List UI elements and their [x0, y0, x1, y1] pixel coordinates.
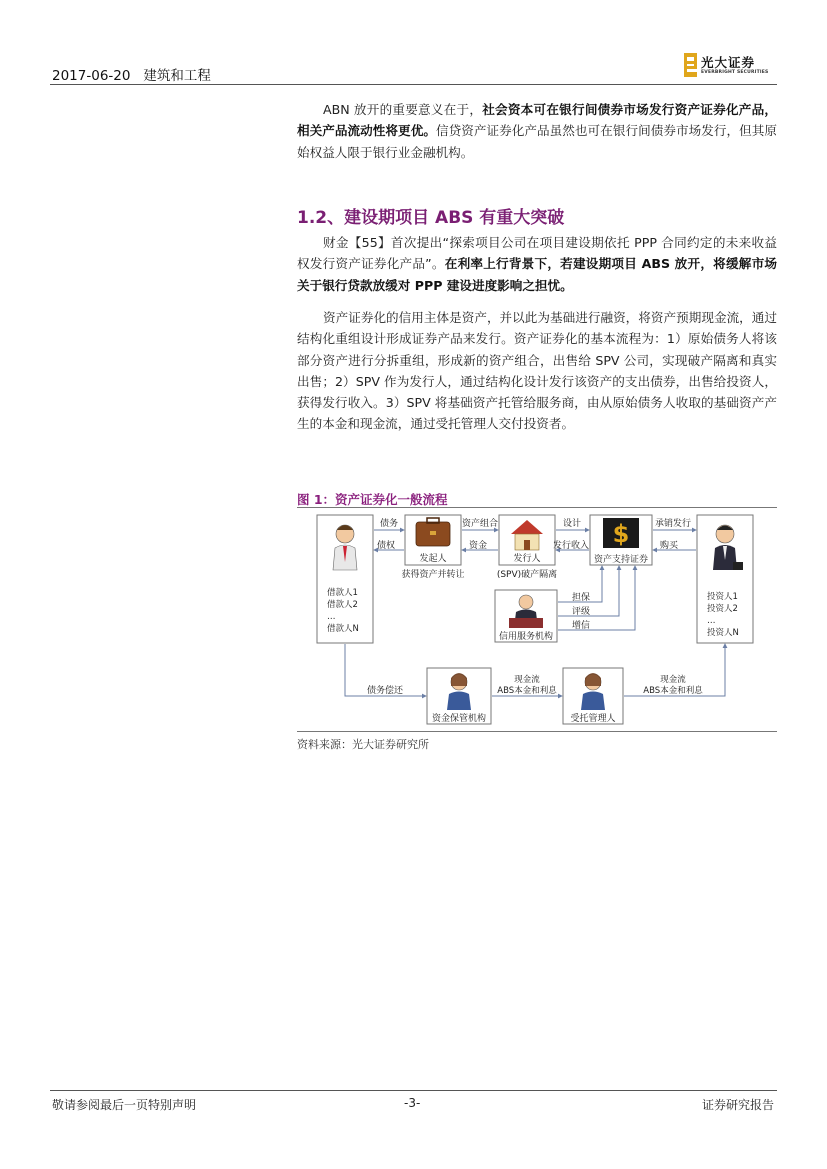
credit-agency-label: 信用服务机构: [498, 632, 554, 642]
borrower-n: 借款人N: [327, 624, 359, 634]
report-date: 2017-06-20: [52, 68, 131, 84]
investor-2: 投资人2: [707, 604, 738, 614]
borrower-2: 借款人2: [327, 600, 358, 610]
label-issue-income: 发行收入: [553, 541, 590, 551]
header-date-category: [52, 64, 211, 84]
company-logo: [684, 53, 779, 79]
footer-divider: [50, 1090, 777, 1091]
label-enhancement: 增信: [572, 621, 591, 631]
originator-label: 发起人: [419, 554, 447, 564]
figure-caption: 图 1：资产证券化一般流程: [297, 492, 448, 507]
label-abs-pi-1: ABS本金和利息: [497, 686, 557, 696]
figure-top-rule: [297, 507, 777, 508]
label-asset-pool: 资产组合: [462, 519, 499, 529]
trustee-label: 受托管理人: [570, 714, 616, 724]
label-claim: 债权: [377, 541, 396, 551]
section-paragraph-2: 资产证券化的信用主体是资产，并以此为基础进行融资，将资产预期现金流，通过结构化重组设计形成证券产品来发行。资产证券化的基本流程为：1）原始债务人将该部分资产进行分拆重组，形成新的资产组合，出售给 SPV 公司，实现破产隔离和真实出售；2）SPV 作为发行人，通过结构化设计发行该资产的支出债券，出售给投资人，获得发行收入。3）SPV 将基础资产托管给服务商，由从原始债务人收取的基础资产产生的本金和现金流，通过受托管理人交付投资者。: [297, 310, 777, 432]
label-underwriting: 承销发行: [655, 519, 692, 529]
label-rating: 评级: [572, 607, 591, 617]
issuer-label: 发行人: [513, 554, 541, 564]
label-repayment: 债务偿还: [367, 686, 404, 696]
abs-process-diagram: [297, 510, 777, 729]
label-abs-pi-2: ABS本金和利息: [643, 686, 703, 696]
page-number: -3-: [404, 1096, 421, 1110]
section-title: 1.2、建设期项目 ABS 有重大突破: [297, 208, 565, 228]
securities-label: 资产支持证券: [593, 555, 649, 565]
originator-note: 获得资产并转让: [401, 570, 465, 580]
investor-n: 投资人N: [707, 628, 739, 638]
label-design: 设计: [563, 519, 582, 529]
label-cashflow-2: 现金流: [660, 675, 686, 685]
investor-ellipsis: …: [707, 616, 716, 626]
borrower-ellipsis: …: [327, 612, 336, 622]
label-cashflow-1: 现金流: [514, 675, 540, 685]
label-funds: 资金: [469, 541, 488, 551]
label-guarantee: 担保: [572, 593, 591, 603]
figure-bottom-rule: [297, 731, 777, 732]
figure-source: 资料来源：光大证券研究所: [297, 738, 429, 751]
header-divider: [50, 84, 777, 85]
svg-text:$: $: [612, 520, 630, 548]
footer-report-type: 证券研究报告: [702, 1098, 775, 1112]
borrower-1: 借款人1: [327, 588, 358, 598]
issuer-note: (SPV)破产隔离: [496, 570, 558, 580]
footer-disclaimer: 敬请参阅最后一页特别声明: [52, 1098, 197, 1112]
report-category: 建筑和工程: [143, 68, 211, 84]
label-debt: 债务: [380, 519, 399, 529]
briefcase-icon: [416, 518, 450, 546]
logo-name: 光大证券: [701, 55, 756, 70]
logo-subtitle: EVERBRIGHT SECURITIES: [701, 70, 769, 75]
section-paragraph-1: 财金【55】首次提出“探索项目公司在项目建设期依托 PPP 合同约定的未来收益权发行资产证券化产品”。在利率上行背景下，若建设期项目 ABS 放开，将缓解市场关于银行贷款放缓对 PPP 建设进度影响之担忧。: [297, 235, 778, 293]
logo-mark-icon: [684, 53, 697, 77]
investor-1: 投资人1: [707, 592, 738, 602]
borrower-person-icon: [333, 525, 357, 570]
intro-paragraph: ABN 放开的重要意义在于，社会资本可在银行间债券市场发行资产证券化产品，相关产品流动性将更优。信贷资产证券化产品虽然也可在银行间债券市场发行，但其原始权益人限于银行业金融机构。: [297, 102, 778, 160]
dollar-icon: [603, 518, 639, 548]
custodian-label: 资金保管机构: [431, 714, 487, 724]
label-purchase: 购买: [660, 541, 679, 551]
